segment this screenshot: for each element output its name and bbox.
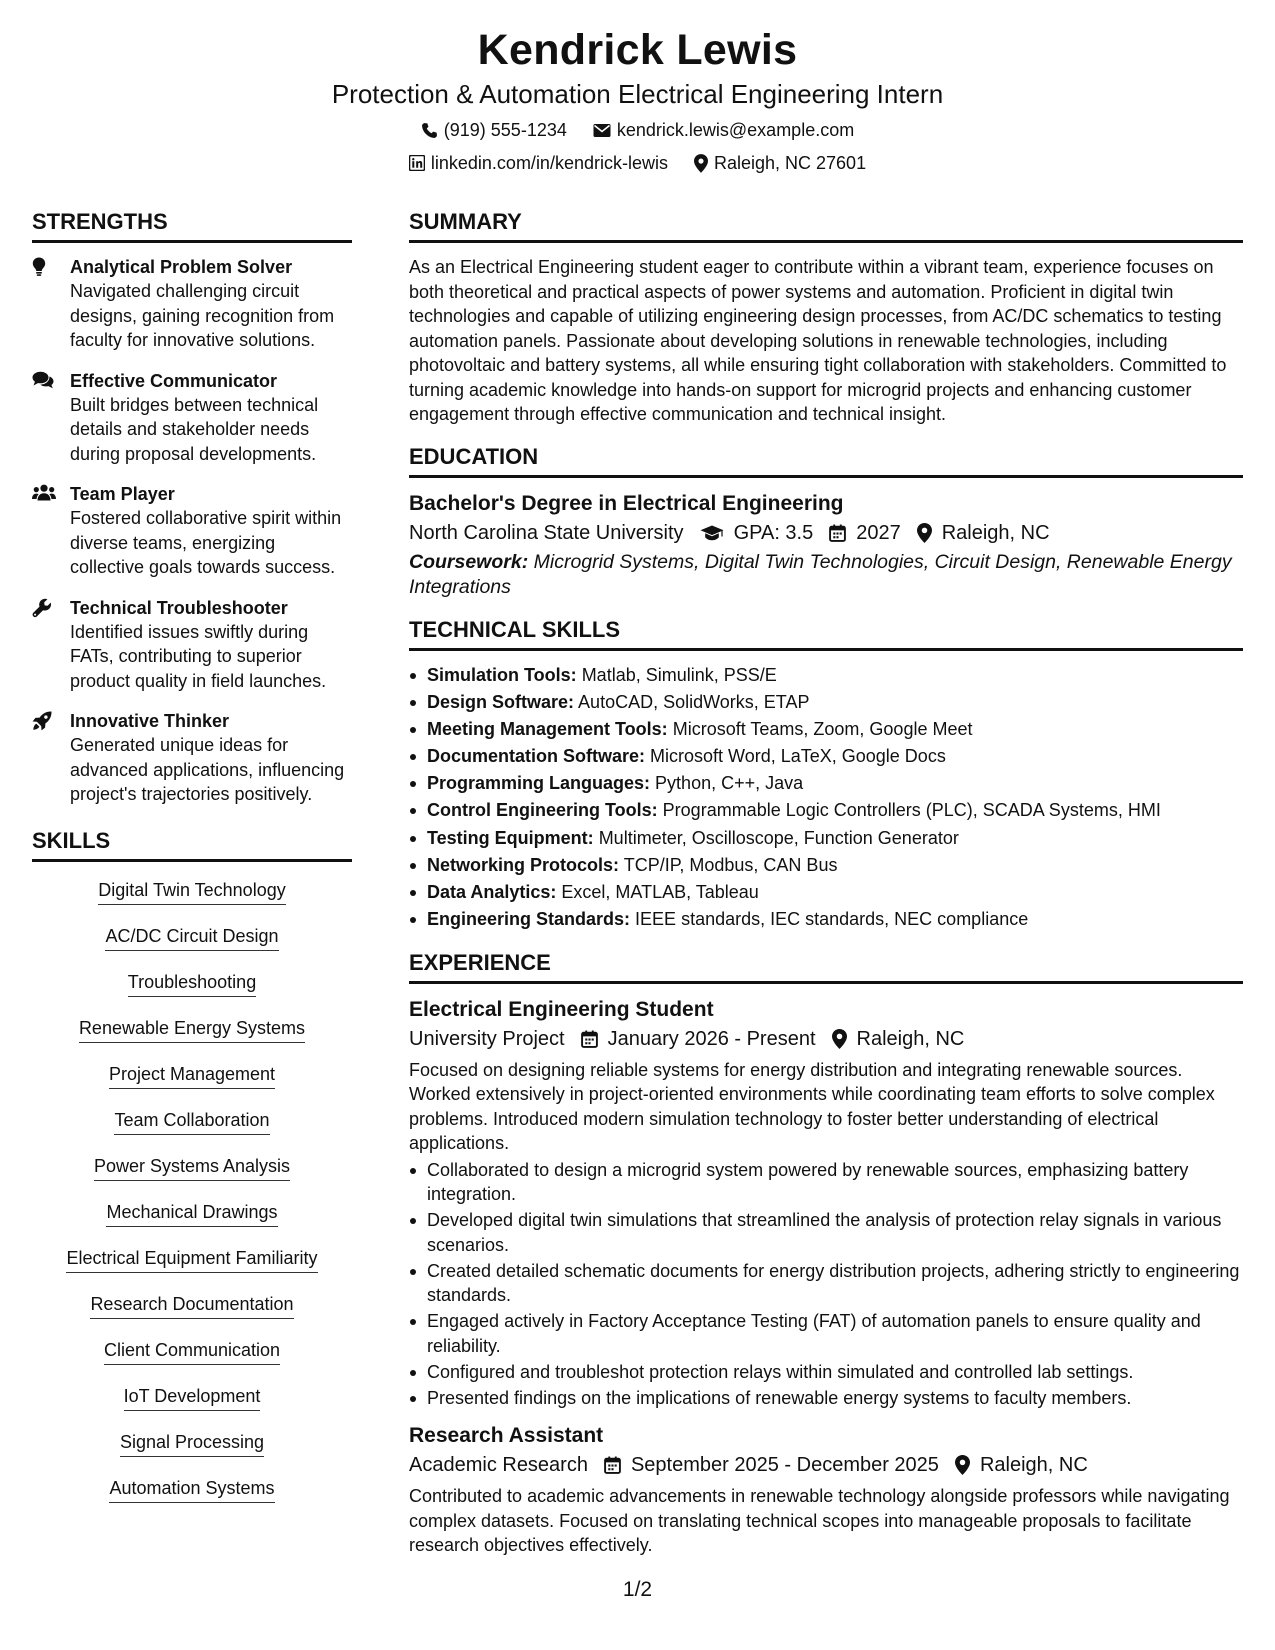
tech-skill-value: AutoCAD, SolidWorks, ETAP <box>578 691 810 712</box>
tech-skill-value: Microsoft Teams, Zoom, Google Meet <box>672 718 973 739</box>
calendar-icon <box>581 1030 598 1048</box>
summary-heading: SUMMARY <box>409 208 1243 243</box>
tech-skill-label: Documentation Software: <box>427 746 646 767</box>
list-item: Created detailed schematic documents for energy distribution projects, adhering strictly to engineering standards. <box>409 1259 1243 1308</box>
list-item <box>409 880 1243 906</box>
map-pin-icon <box>832 1029 847 1049</box>
linkedin-contact[interactable] <box>409 151 668 175</box>
gpa-text: GPA: 3.5 <box>733 521 814 544</box>
calendar-icon <box>829 524 846 542</box>
strength-description: Built bridges between technical details and stakeholder needs during proposal developments. <box>70 394 319 464</box>
skills-heading: SKILLS <box>32 827 352 862</box>
job-title: Research Assistant <box>409 1424 604 1448</box>
email-contact[interactable] <box>593 118 854 142</box>
envelope-icon <box>593 123 611 138</box>
coursework-text: Microgrid Systems, Digital Twin Technologies, Circuit Design, Renewable Energy Integrations <box>409 550 1232 598</box>
map-pin-icon <box>694 154 708 173</box>
technical-skills-list <box>409 663 1243 933</box>
list-item <box>409 771 1243 797</box>
tech-skill-value: Python, C++, Java <box>655 773 804 794</box>
job-description: Contributed to academic advancements in renewable technology alongside professors while navigating complex datasets. Focused on translating technical scopes into manageable proposals to facilitate research objectives effectively. <box>409 1486 1230 1556</box>
strength-title: Innovative Thinker <box>70 711 230 731</box>
list-item: Collaborated to design a microgrid system powered by renewable sources, emphasizing battery integration. <box>409 1158 1243 1207</box>
tech-skill-value: IEEE standards, IEC standards, NEC compliance <box>635 909 1029 930</box>
school-location: Raleigh, NC <box>941 521 1050 544</box>
strength-item <box>32 709 352 807</box>
list-item <box>409 798 1243 824</box>
experience-heading: EXPERIENCE <box>409 949 1243 984</box>
tech-skill-label: Engineering Standards: <box>427 909 631 930</box>
strength-item <box>32 255 352 353</box>
skill-tag: Project Management <box>109 1060 275 1089</box>
strength-description: Navigated challenging circuit designs, gaining recognition from faculty for innovative solutions. <box>70 281 335 350</box>
skill-tag: AC/DC Circuit Design <box>105 922 278 951</box>
strength-description: Generated unique ideas for advanced applications, influencing project's trajectories positively. <box>70 735 345 804</box>
skill-tag: Research Documentation <box>90 1290 293 1319</box>
tech-skill-value: Multimeter, Oscilloscope, Function Generator <box>598 827 959 848</box>
tech-skill-label: Programming Languages: <box>427 773 651 794</box>
education-meta <box>409 518 1243 548</box>
skill-tag: IoT Development <box>124 1382 261 1411</box>
list-item <box>409 717 1243 743</box>
contact-row-2 <box>0 151 1275 175</box>
job-org: University Project <box>409 1027 565 1050</box>
phone-text: (919) 555-1234 <box>443 120 567 140</box>
list-item <box>409 907 1243 933</box>
job-meta <box>409 1024 1243 1054</box>
summary-text: As an Electrical Engineering student eager to contribute within a vibrant team, experience focuses on both theoretical and practical aspects of power systems and automation. Proficient in digital twin technologies and capable of utilizing engineering design processes, from AC/DC schematics to testing automation panels. Passionate about developing solutions in renewable technologies, including photovoltaic and battery systems, all while ensuring tight collaboration with stakeholders. Committed to turning academic knowledge into hands-on support for microgrid projects and enhancing customer engagement through effective communication and technical insight. <box>409 257 1227 424</box>
strength-title: Effective Communicator <box>70 370 278 391</box>
strengths-heading: STRENGTHS <box>32 208 352 243</box>
list-item <box>409 663 1243 689</box>
skill-tag: Team Collaboration <box>114 1106 269 1135</box>
strength-title: Team Player <box>70 484 175 504</box>
job-bullets <box>409 1158 1243 1411</box>
tech-skill-label: Testing Equipment: <box>427 827 594 848</box>
skill-tag: Digital Twin Technology <box>98 876 285 905</box>
strength-description: Identified issues swiftly during FATs, contributing to superior product quality in field launches. <box>70 621 327 691</box>
coursework-label: Coursework: <box>409 550 529 573</box>
skill-tag: Automation Systems <box>109 1474 274 1503</box>
list-item: Presented findings on the implications of renewable energy systems to faculty members. <box>409 1386 1243 1411</box>
graduation-year: 2027 <box>856 521 901 544</box>
linkedin-icon <box>409 155 425 171</box>
graduation-cap-icon <box>700 525 724 541</box>
tech-skill-value: TCP/IP, Modbus, CAN Bus <box>623 854 838 875</box>
skill-tag: Client Communication <box>104 1336 280 1365</box>
tech-skill-label: Meeting Management Tools: <box>427 718 668 739</box>
location-contact <box>694 151 866 175</box>
skill-tag: Power Systems Analysis <box>94 1152 290 1181</box>
tech-skill-label: Simulation Tools: <box>427 664 577 685</box>
tech-skill-value: Matlab, Simulink, PSS/E <box>581 664 777 685</box>
map-pin-icon <box>917 523 932 543</box>
list-item: Configured and troubleshot protection relays within simulated and controlled lab settings. <box>409 1360 1243 1385</box>
education-section <box>409 443 1243 600</box>
job-location: Raleigh, NC <box>979 1454 1088 1477</box>
list-item: Developed digital twin simulations that streamlined the analysis of protection relay signals in various scenarios. <box>409 1208 1243 1257</box>
linkedin-text: linkedin.com/in/kendrick-lewis <box>430 153 668 173</box>
tech-skill-label: Design Software: <box>427 691 575 712</box>
tech-skill-value: Excel, MATLAB, Tableau <box>561 882 759 902</box>
job-dates: January 2026 - Present <box>607 1027 816 1050</box>
coursework <box>409 550 1243 600</box>
strength-title: Analytical Problem Solver <box>70 257 293 277</box>
rocket-icon <box>32 709 56 807</box>
phone-contact[interactable] <box>421 118 567 142</box>
job-org: Academic Research <box>409 1454 588 1477</box>
resume-header <box>0 22 1275 175</box>
list-item <box>409 853 1243 879</box>
job-title: Electrical Engineering Student <box>409 997 714 1021</box>
tech-skill-label: Control Engineering Tools: <box>427 800 658 821</box>
skill-tag: Signal Processing <box>120 1428 264 1457</box>
list-item <box>409 744 1243 770</box>
right-column <box>409 208 1243 1574</box>
skill-tag: Troubleshooting <box>128 968 256 997</box>
job-entry <box>409 996 1243 1411</box>
list-item <box>409 826 1243 852</box>
technical-skills-heading: TECHNICAL SKILLS <box>409 616 1243 651</box>
location-text: Raleigh, NC 27601 <box>713 153 867 173</box>
summary-section <box>409 208 1243 427</box>
contact-row-1 <box>0 118 1275 142</box>
phone-icon <box>421 122 438 139</box>
skills-list <box>32 876 352 1520</box>
tech-skill-label: Data Analytics: <box>427 882 557 902</box>
skill-tag: Mechanical Drawings <box>106 1198 277 1227</box>
skill-tag: Electrical Equipment Familiarity <box>66 1244 317 1273</box>
job-description: Focused on designing reliable systems for energy distribution and integrating renewable sources. Worked extensively in project-oriented environments while coordinating team efforts to solve complex problems. Introduced modern simulation technology to foster better understanding of electrical applications. <box>409 1059 1215 1154</box>
strength-title: Technical Troubleshooter <box>70 597 288 618</box>
job-entry <box>409 1422 1243 1558</box>
list-item: Engaged actively in Factory Acceptance Testing (FAT) of automation panels to ensure quality and reliability. <box>409 1309 1243 1358</box>
degree-title: Bachelor's Degree in Electrical Engineering <box>409 491 844 515</box>
strength-description: Fostered collaborative spirit within diverse teams, energizing collective goals towards success. <box>70 508 342 577</box>
school-name: North Carolina State University <box>409 521 684 544</box>
users-icon <box>32 482 56 580</box>
tech-skill-value: Microsoft Word, LaTeX, Google Docs <box>650 746 946 767</box>
candidate-name: Kendrick Lewis <box>477 26 798 74</box>
strength-item <box>32 482 352 580</box>
comments-icon <box>32 369 56 467</box>
technical-skills-section <box>409 616 1243 933</box>
candidate-title: Protection & Automation Electrical Engineering Intern <box>331 79 944 109</box>
experience-section <box>409 949 1243 1558</box>
calendar-icon <box>604 1456 621 1474</box>
email-text: kendrick.lewis@example.com <box>616 120 855 140</box>
strength-item <box>32 369 352 467</box>
map-pin-icon <box>955 1455 970 1475</box>
left-column <box>32 208 352 1520</box>
job-location: Raleigh, NC <box>856 1027 965 1050</box>
page-number: 1/2 <box>622 1578 653 1601</box>
lightbulb-icon <box>32 255 56 353</box>
strength-item <box>32 596 352 694</box>
job-dates: September 2025 - December 2025 <box>630 1454 939 1477</box>
job-meta <box>409 1450 1243 1480</box>
wrench-icon <box>32 596 56 694</box>
tech-skill-value: Programmable Logic Controllers (PLC), SCADA Systems, HMI <box>662 800 1161 821</box>
tech-skill-label: Networking Protocols: <box>427 854 620 875</box>
education-heading: EDUCATION <box>409 443 1243 478</box>
list-item <box>409 690 1243 716</box>
skill-tag: Renewable Energy Systems <box>79 1014 305 1043</box>
